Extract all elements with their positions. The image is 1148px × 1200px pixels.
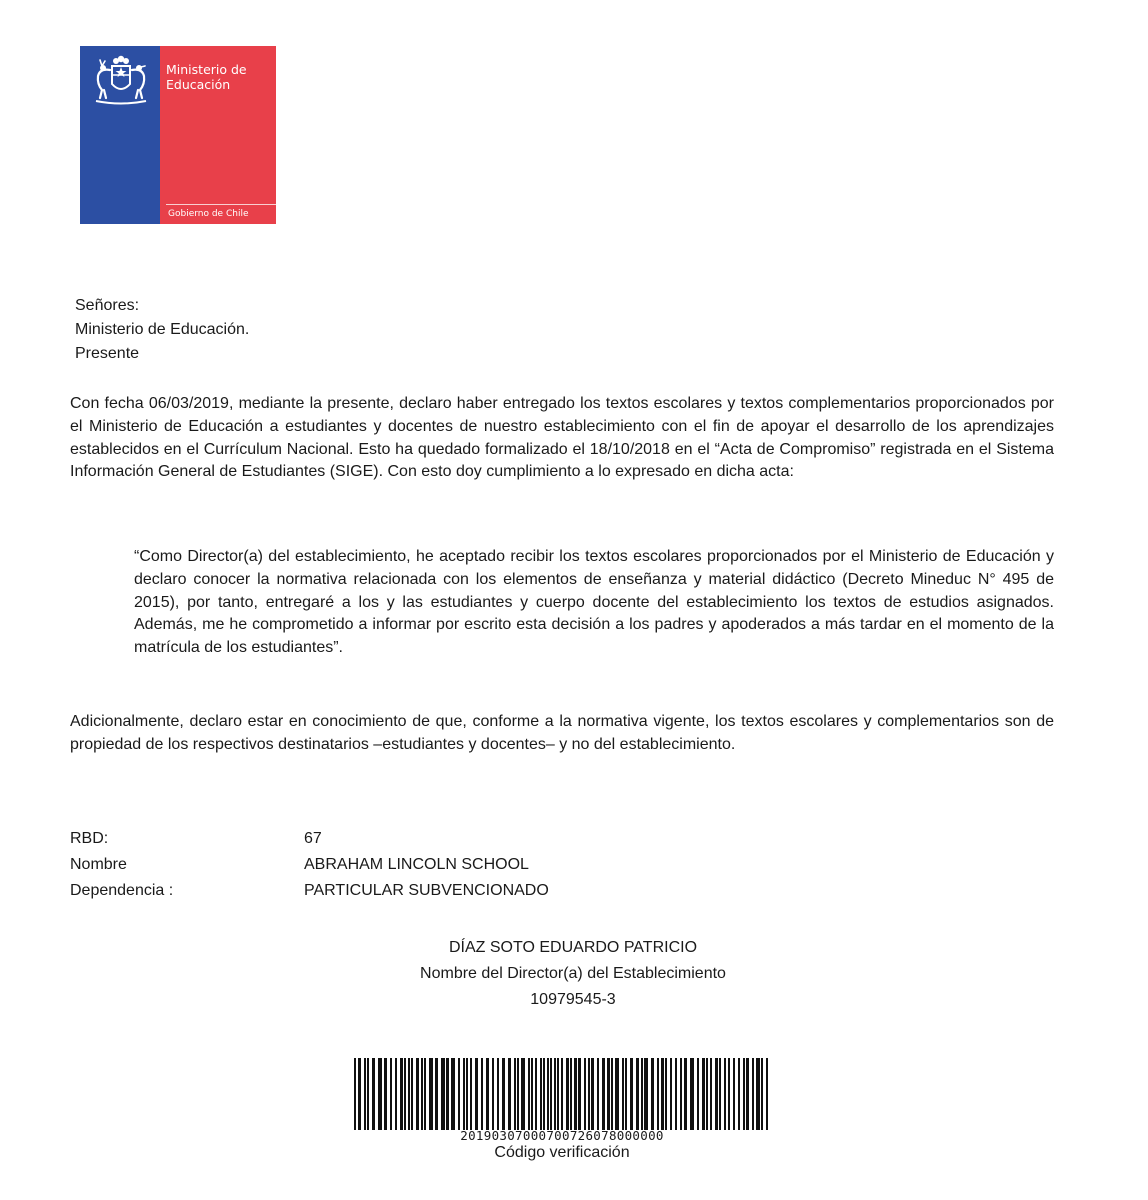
ownership-paragraph: Adicionalmente, declaro estar en conocimiento de que, conforme a la normativa vigente, los textos escolares y complementarios son de propiedad de los respectivos destinatarios –estudiantes y docentes– y no del establecimiento.	[70, 713, 1054, 753]
addressee-salutation: Señores:	[75, 297, 140, 314]
director-title: Nombre del Director(a) del Establecimiento	[420, 965, 726, 982]
info-row-dependencia	[70, 878, 549, 904]
rbd-value: 67	[304, 830, 322, 847]
ministerio-logo	[80, 46, 276, 224]
dependencia-value: PARTICULAR SUBVENCIONADO	[304, 882, 549, 899]
signature-block	[360, 935, 786, 1013]
barcode-caption: Código verificación	[494, 1144, 630, 1161]
barcode-gap	[768, 1058, 770, 1130]
barcode-number: 20190307000700726078000000	[460, 1128, 664, 1143]
dependencia-label: Dependencia :	[70, 882, 174, 899]
logo-ministry-text	[166, 62, 276, 92]
addressee-recipient: Ministerio de Educación.	[75, 321, 250, 338]
addressee-presente: Presente	[75, 345, 140, 362]
logo-government-text: Gobierno de Chile	[168, 209, 249, 219]
declaration-paragraph: Con fecha 06/03/2019, mediante la presente, declaro haber entregado los textos escolares y textos complementarios proporcionados por el Ministerio de Educación a estudiantes y docentes de nuestro establecimiento con el fin de apoyar el desarrollo de los aprendizajes establecidos en el Currículum Nacional. Esto ha quedado formalizado el 18/10/2018 en el “Acta de Compromiso” registrada en el Sistema Información General de Estudiantes (SIGE). Con esto doy cumplimiento a lo expresado en dicha acta:	[70, 395, 1054, 481]
logo-red-panel	[160, 46, 276, 224]
chile-coat-of-arms-icon	[88, 54, 154, 106]
director-name: DÍAZ SOTO EDUARDO PATRICIO	[448, 939, 698, 956]
school-info	[70, 826, 549, 904]
nombre-label: Nombre	[70, 856, 127, 873]
nombre-value: ABRAHAM LINCOLN SCHOOL	[304, 856, 529, 873]
logo-blue-panel	[80, 46, 160, 224]
commitment-quote: “Como Director(a) del establecimiento, he aceptado recibir los textos escolares proporcionados por el Ministerio de Educación y declaro conocer la normativa relacionada con los elementos de enseñanza y material didáctico (Decreto Mineduc N° 495 de 2015), por tanto, entregaré a los y las estudiantes y cuerpo docente del establecimiento los textos de estudios asignados. Además, me he comprometido a informar por escrito esta decisión a los padres y apoderados a más tardar en el momento de la matrícula de los estudiantes”.	[134, 548, 1054, 657]
verification-barcode	[354, 1058, 770, 1130]
logo-divider	[166, 204, 276, 205]
info-row-rbd	[70, 826, 549, 852]
rbd-label: RBD:	[70, 830, 109, 847]
logo-ministry-line1: Ministerio de	[166, 62, 247, 77]
info-row-nombre	[70, 852, 549, 878]
logo-ministry-line2: Educación	[166, 77, 231, 92]
addressee-block	[75, 294, 249, 366]
director-rut: 10979545-3	[530, 991, 616, 1008]
